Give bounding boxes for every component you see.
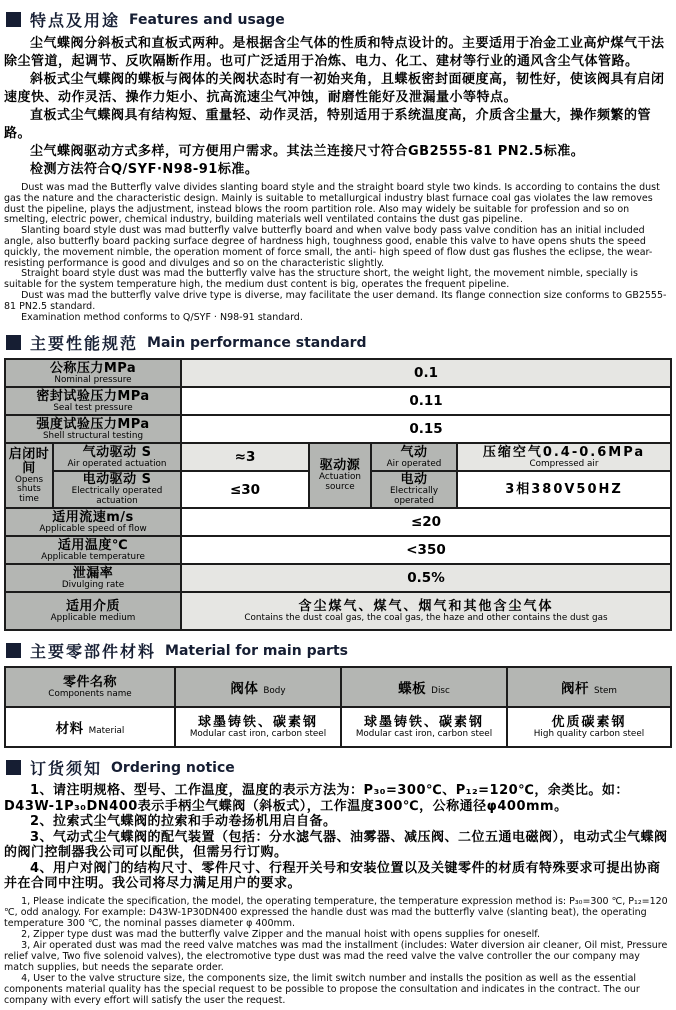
body-column-header [175,667,341,707]
row-label-cell [5,387,181,415]
list-item: 3, Air operated dust was mad the reed valve matches was mad the installment (includes: Water diversion air cleaner, Oil mist, Pressure relief valve, Two five solenoid valves), the electromotive type dust was mad the reed valve the valve controller the our company may match supplies, but needs the separate order. [4,939,668,973]
row-value-cell: <350 [181,536,671,564]
actuation-source-cell [309,443,371,508]
label-zh: 适用温度℃ [57,537,129,553]
value-en: Modular cast iron, carbon steel [355,728,493,739]
label-zh: 电动 [400,472,428,488]
materials-table [4,666,672,748]
label-zh: 零件名称 [62,674,117,690]
paragraph: 检测方法符合Q/SYF·N98-91标准。 [30,162,259,177]
value-en: High quality carbon steel [533,728,645,739]
stem-material-cell [507,707,671,747]
section-marker-icon [6,760,21,775]
section-title-zh: 特点及用途 [30,11,121,30]
section-marker-icon [6,335,21,350]
label-en: Body [263,685,286,696]
label-zh: 泄漏率 [72,565,114,581]
label-zh: 材料 [55,720,84,737]
paragraph: Examination method conforms to Q/SYF · N98-91 standard. [21,311,303,323]
features-chinese-text [4,35,672,179]
row-value-cell [181,592,671,630]
section-title-en: Ordering notice [111,759,235,776]
air-time-value-cell: ≈3 [181,443,309,471]
value-zh: 压缩空气0.4-0.6MPa [482,444,646,460]
row-label-cell [5,508,181,536]
section-header-ordering [6,756,672,779]
table-row [5,707,671,747]
label-zh: 气动 [400,444,428,460]
label-zh: 适用流速m/s [52,509,134,525]
row-value-cell: 0.15 [181,415,671,443]
air-actuation-label-cell [53,443,181,471]
paragraph: Straight board style dust was mad the butterfly valve has the structure short, the weight light, the movement nimble, specially is suitable for the system temperature high, the medium dust content is big, operates the frequent pipeline. [4,268,639,291]
table-row [5,536,671,564]
electric-actuation-label-cell [53,471,181,508]
value-zh: 球墨铸铁、碳素钢 [197,714,318,730]
disc-material-cell [341,707,507,747]
list-item: 1、请注明规格、型号、工作温度，温度的表示方法为：P₃₀=300℃、P₁₂=120℃，余类比。如：D43W-1P₃₀DN400表示手柄尘气蝶阀（斜板式），工作温度300℃，公称通径φ400mm。 [4,783,629,814]
table-row [5,415,671,443]
label-zh: 强度试验压力MPa [36,416,150,432]
label-en: Components name [48,688,132,699]
features-english-text [4,183,672,323]
label-en: Disc [431,685,450,696]
section-marker-icon [6,12,21,27]
row-label-cell [5,592,181,630]
power-supply-cell [457,471,671,508]
list-item: 4, User to the valve structure size, the components size, the limit switch number and installs the position as well as the essential components material quality has the special request to be possible to propose the consultation and indicates in the contract. The our company with every effort will satisfy the user the request. [4,972,640,1006]
value-en: Modular cast iron, carbon steel [189,728,327,739]
section-title-zh: 主要性能规范 [30,334,139,354]
opens-shuts-time-cell [5,443,53,508]
electric-time-value-cell: ≤30 [181,471,309,508]
label-zh: 驱动源 [319,458,361,474]
label-zh: 公称压力MPa [49,360,137,376]
value-en: Compressed air [529,458,599,469]
stem-column-header [507,667,671,707]
table-row [5,508,671,536]
section-header-performance [6,331,672,354]
label-en: Actuation source [319,472,361,492]
section-title-zh: 主要零部件材料 [30,642,157,662]
value-zh: 含尘煤气、煤气、烟气和其他含尘气体 [298,598,554,614]
list-item: 2, Zipper type dust was mad the butterfly valve Zipper and the manual hoist with opens supplies for oneself. [21,928,540,940]
label-zh: 阀体 [230,680,259,697]
body-material-cell [175,707,341,747]
section-title-en: Main performance standard [147,334,367,351]
ordering-chinese-notes [4,783,672,892]
label-zh: 蝶板 [398,680,427,697]
label-en: Shell structural testing [42,430,144,441]
paragraph: Slanting board style dust was mad butterfly valve butterfly board and when valve body pass valve condition has an initial included angle, also butterfly board packing surface degree of hardness high, toughness good, enable this valve to have opens shuts the speed quickly, the movement nimble, the operation moment of force small, the anti- high speed of flow dust gas flushes the eclipse, the wear-resisting performance is good and divulges and so on the characteristic slightly. [4,225,653,269]
table-row [5,387,671,415]
section-title-zh: 订货须知 [30,759,103,779]
paragraph: 尘气蝶阀分斜板式和直板式两种。是根据含尘气体的性质和特点设计的。主要适用于冶金工业高炉煤气干法除尘管道，起调节、反吹隔断作用。也可广泛适用于冶炼、电力、化工、建材等行业的通风含尘气体管路。 [4,36,665,69]
label-en: Nominal pressure [54,374,132,385]
row-label-cell [5,536,181,564]
table-row [5,564,671,592]
list-item: 4、用户对阀门的结构尺寸、零件尺寸、行程开关号和安装位置以及关键零件的材质有特殊要求可提出协商并在合同中注明。我公司将尽力满足用户的要求。 [4,860,661,892]
value-en: Contains the dust coal gas, the coal gas, the haze and other contains the dust gas [244,612,608,623]
paragraph: 尘气蝶阀驱动方式多样，可方便用户需求。其法兰连接尺寸符合GB2555-81 PN2.5标准。 [30,144,585,159]
paragraph: Dust was mad the butterfly valve drive type is diverse, may facilitate the user demand. Its flange connection size conforms to GB2555-81 PN2.5 standard. [4,289,667,312]
performance-table [4,358,672,631]
row-label-cell [5,359,181,387]
label-en: Air operated [386,458,442,469]
label-zh: 气动驱动 S [82,444,152,460]
electrically-operated-cell [371,471,457,508]
row-label-cell [5,564,181,592]
table-row [5,443,671,471]
value-zh: 优质碳素钢 [551,714,627,730]
row-value-cell: 0.11 [181,387,671,415]
section-marker-icon [6,643,21,658]
paragraph: Dust was mad the Butterfly valve divides slanting board style and the straight board style two kinds. Is according to contains the dust gas the nature and the characteristic design. Mainly is suitable to metallurgical industry blast furnace coal gas violates the law removes dust the pipeline, plays the adjustment, instead blows the room partition role. Also may widely be suitable for profession and so on smelting, electric power, chemical industry, building materials well ventilated contains the dust gas pipeline. [4,182,660,226]
label-en: Opens shuts time [14,474,44,504]
label-en: Electrically operated [389,486,439,506]
label-en: Air operated actuation [67,458,167,469]
label-zh: 电动驱动 S [82,472,152,488]
label-zh: 密封试验压力MPa [36,388,150,404]
table-row [5,359,671,387]
row-value-cell: 0.1 [181,359,671,387]
paragraph: 斜板式尘气蝶阀的蝶板与阀体的关阀状态时有一初始夹角，且蝶板密封面硬度高，韧性好，使该阀具有启闭速度快、动作灵活、操作力矩小、抗高流速尘气冲蚀，耐磨性能好及泄漏量小等特点。 [4,72,665,105]
list-item: 1, Please indicate the specification, the model, the operating temperature, the temperature expression method is: P₃₀=300 ℃, P₁₂=120 ℃, odd analogy. For example: D43W-1P30DN400 expressed the handle dust was mad the butterfly valve (slanting beat), the operating temperature 300 ℃, the nominal passes diameter φ 400mm. [4,895,668,929]
value-zh: 球墨铸铁、碳素钢 [363,714,484,730]
label-zh: 适用介质 [66,598,121,614]
list-item: 2、拉索式尘气蝶阀的拉索和手动卷扬机用启自备。 [30,814,337,830]
disc-column-header [341,667,507,707]
row-label-cell [5,415,181,443]
air-operated-cell [371,443,457,471]
label-en: Stem [593,685,617,696]
ordering-english-notes [4,896,672,1006]
row-value-cell: 0.5% [181,564,671,592]
label-zh: 阀杆 [560,680,589,697]
components-name-cell [5,667,175,707]
section-header-materials [6,639,672,662]
material-label-cell [5,707,175,747]
value-zh: 3相380V50HZ [505,481,623,497]
label-en: Applicable medium [50,612,136,623]
section-title-en: Material for main parts [165,642,348,659]
compressed-air-cell [457,443,671,471]
label-en: Divulging rate [61,579,125,590]
paragraph: 直板式尘气蝶阀具有结构短、重量轻、动作灵活，特别适用于系统温度高，介质含尘量大，操作频繁的管路。 [4,108,652,141]
table-header-row [5,667,671,707]
label-en: Electrically operated actuation [71,486,163,506]
label-en: Applicable temperature [41,551,145,562]
label-en: Material [88,725,125,736]
section-header-features [6,8,672,31]
list-item: 3、气动式尘气蝶阀的配气装置（包括：分水滤气器、油雾器、减压阀、二位五通电磁阀），电动式尘气蝶阀的阀门控制器我公司可以配供，但需另行订购。 [4,829,668,861]
label-en: Applicable speed of flow [39,523,147,534]
row-value-cell: ≤20 [181,508,671,536]
label-zh: 启闭时间 [8,446,50,476]
label-en: Seal test pressure [53,402,133,413]
table-row [5,592,671,630]
section-title-en: Features and usage [129,11,285,28]
